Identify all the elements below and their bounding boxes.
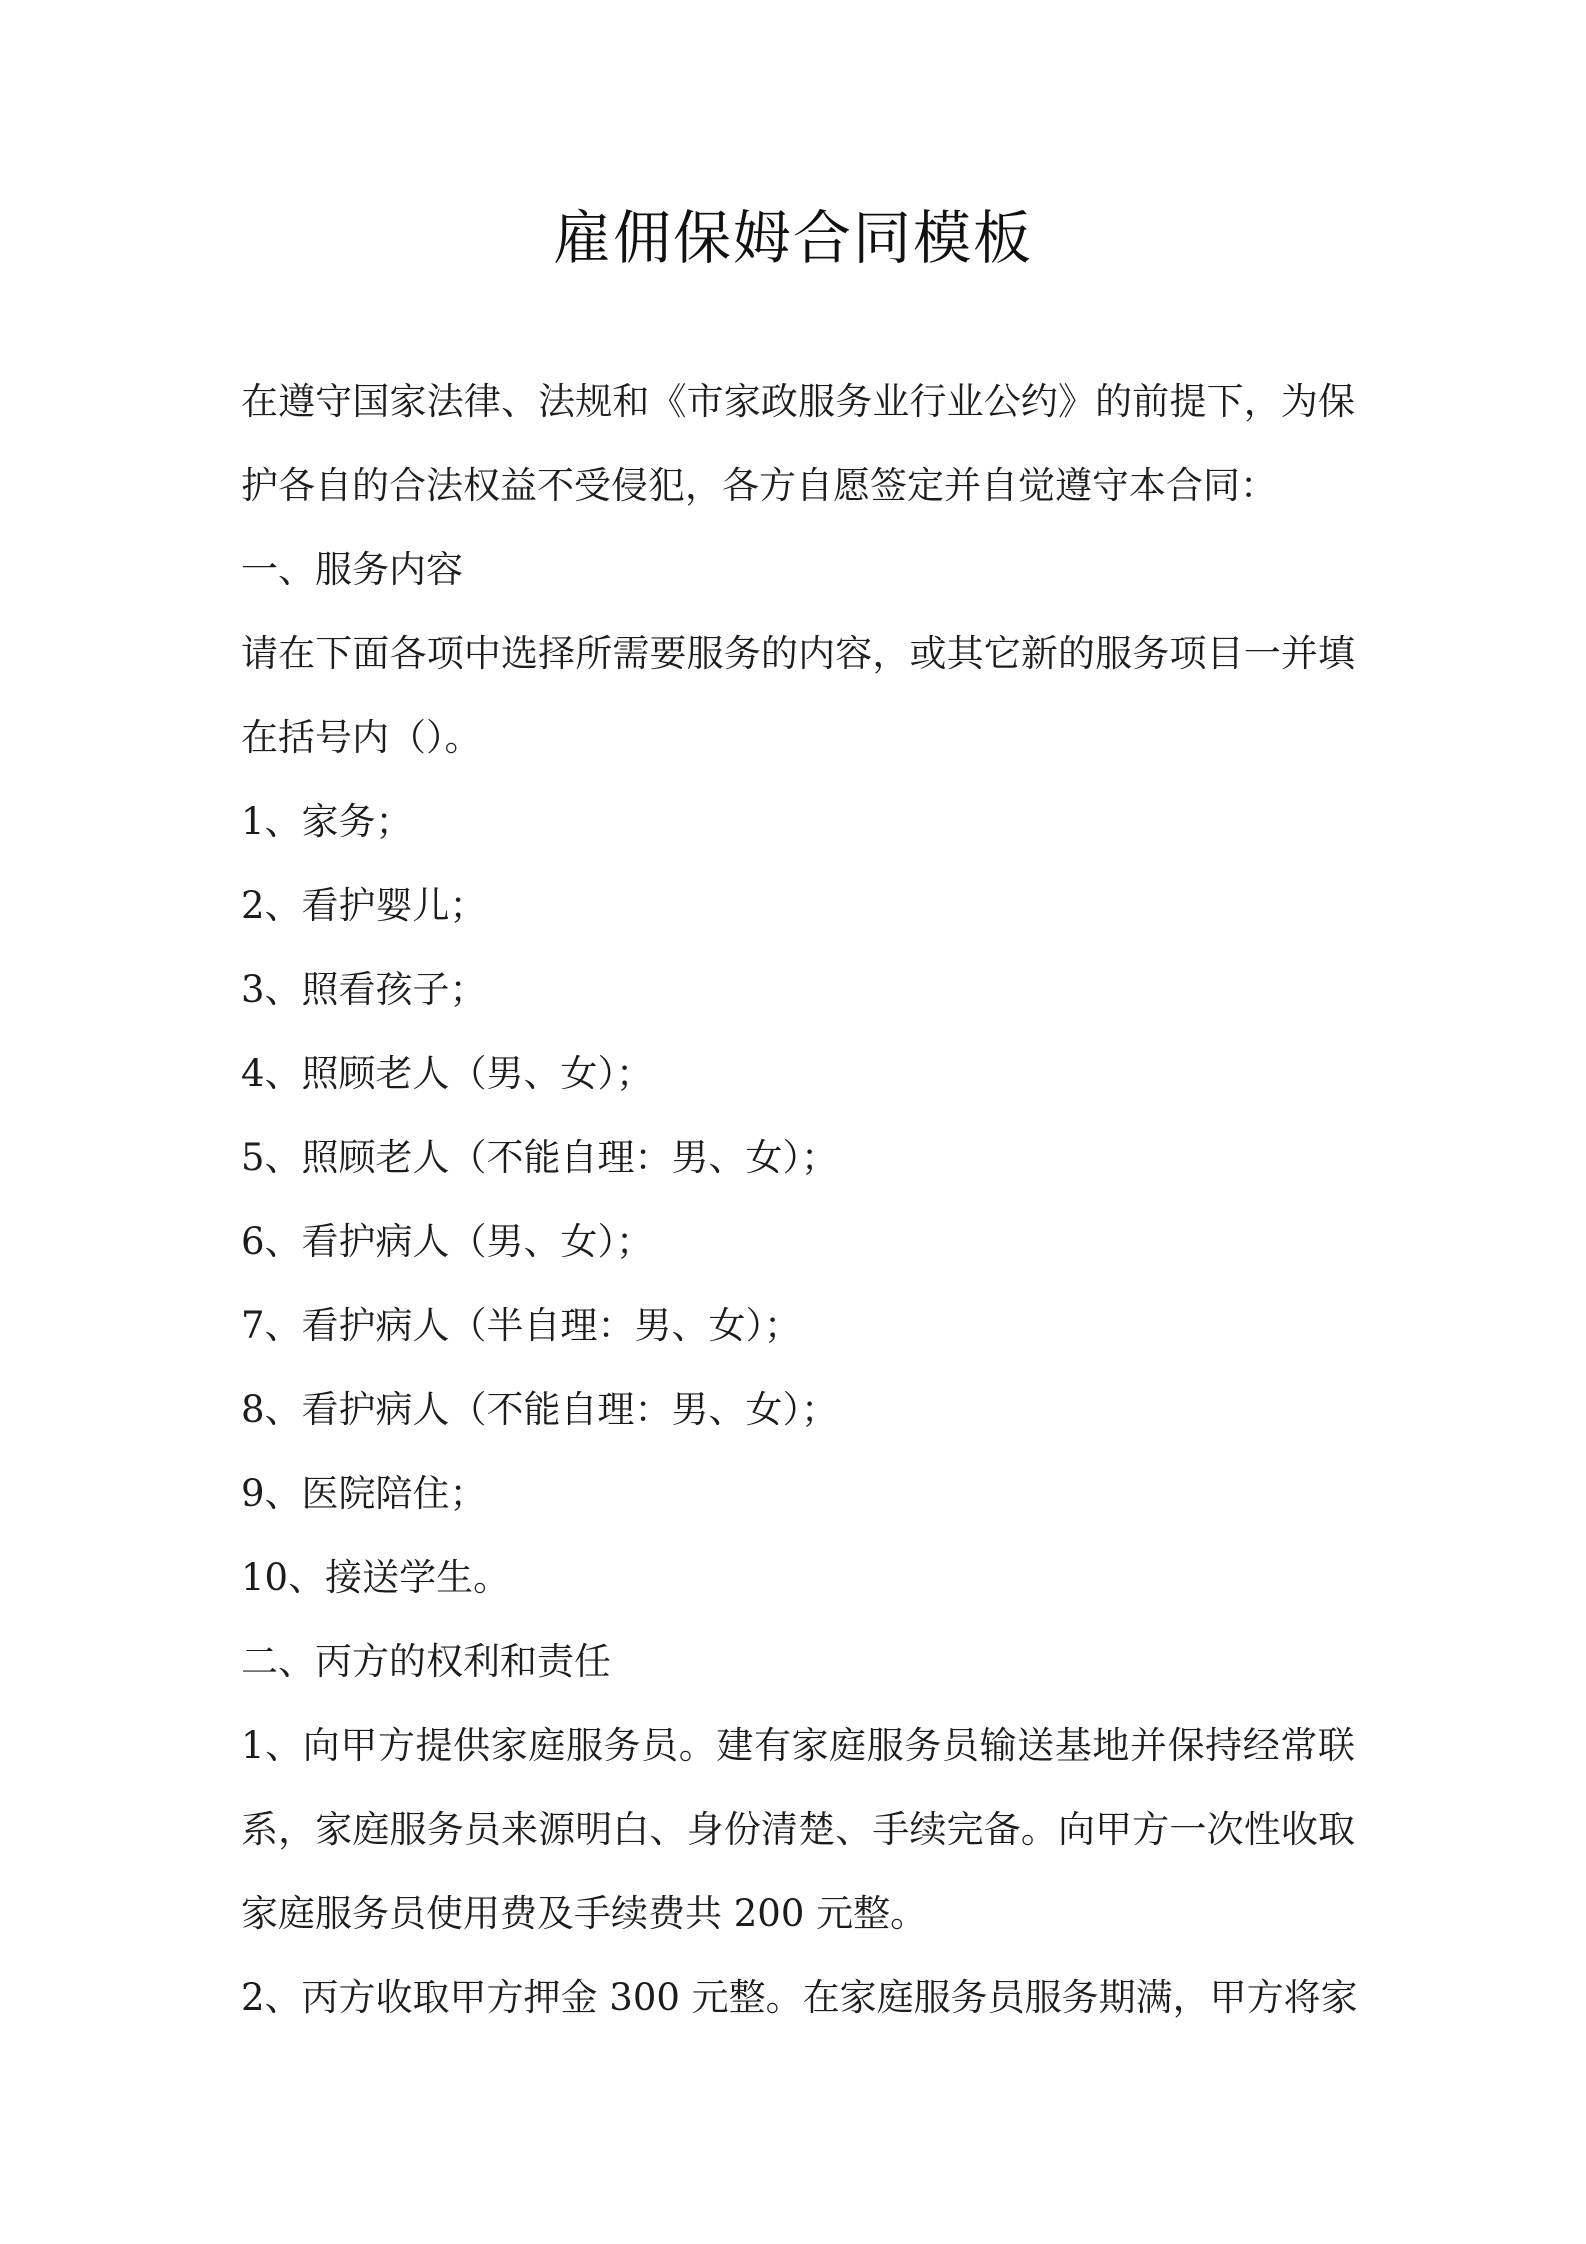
body-line: 护各自的合法权益不受侵犯，各方自愿签定并自觉遵守本合同： [241, 464, 1277, 507]
document-body [241, 360, 1358, 2040]
body-line: 系，家庭服务员来源明白、身份清楚、手续完备。向甲方一次性收取 [241, 1808, 1355, 1851]
body-line: 2、丙方收取甲方押金 300 元整。在家庭服务员服务期满，甲方将家 [241, 1976, 1358, 2019]
body-line: 在遵守国家法律、法规和《市家政服务业行业公约》的前提下，为保 [241, 380, 1355, 423]
document-title: 雇佣保姆合同模板 [552, 204, 1033, 272]
list-item: 6、看护病人（男、女）； [241, 1220, 654, 1263]
list-item: 3、照看孩子； [241, 968, 487, 1011]
section-heading: 一、服务内容 [241, 548, 463, 591]
section-heading: 二、丙方的权利和责任 [241, 1640, 611, 1683]
body-line: 1、向甲方提供家庭服务员。建有家庭服务员输送基地并保持经常联 [241, 1724, 1355, 1767]
list-item: 10、接送学生。 [241, 1556, 511, 1599]
list-item: 7、看护病人（半自理：男、女）； [241, 1304, 802, 1347]
list-item: 2、看护婴儿； [241, 884, 487, 927]
list-item: 9、医院陪住； [241, 1472, 487, 1515]
list-item: 4、照顾老人（男、女）； [241, 1052, 654, 1095]
list-item: 5、照顾老人（不能自理：男、女）； [241, 1136, 839, 1179]
list-item: 8、看护病人（不能自理：男、女）； [241, 1388, 839, 1431]
body-line: 在括号内（）。 [241, 716, 482, 759]
body-line: 家庭服务员使用费及手续费共 200 元整。 [241, 1892, 928, 1935]
body-line: 请在下面各项中选择所需要服务的内容，或其它新的服务项目一并填 [241, 632, 1355, 675]
list-item: 1、家务； [241, 800, 413, 843]
